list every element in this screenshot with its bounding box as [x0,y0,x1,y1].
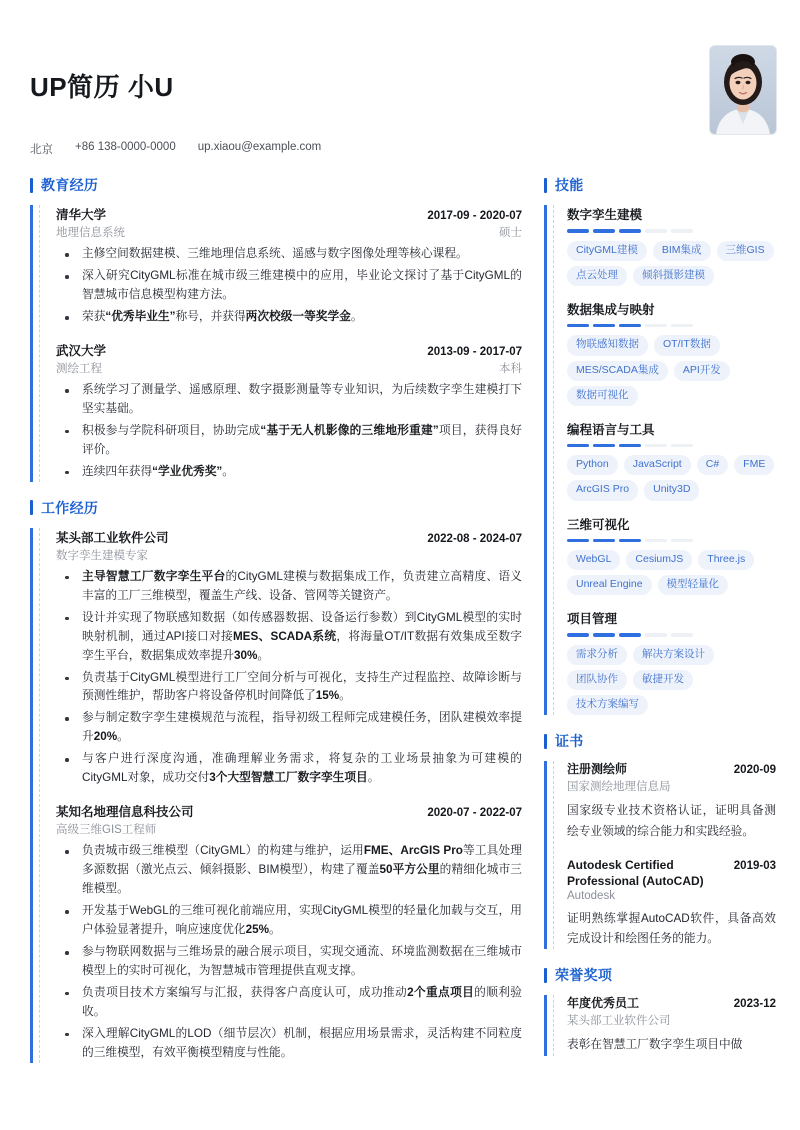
certificate-list [553,761,776,949]
skill-level-segment [593,324,615,328]
bullet-text: 的CityGML建模与数据集成工作，负责建立高精度、语义丰富的工厂三维模型，覆盖生产线、设备、管网等关键资产。 [82,569,522,602]
section-certificates [544,731,776,949]
skill-level-segment [567,444,589,448]
bullet-emphasis: 50平方公里 [379,863,440,877]
bullet-item [56,568,522,606]
section-accent-bar [544,968,547,983]
cert-issuer: 国家测绘地理信息局 [567,781,671,794]
bullet-list [56,245,522,327]
section-header [30,175,522,195]
entry-role: 测绘工程 [56,363,102,375]
entry-date: 2013-09 - 2017-07 [427,346,522,358]
skill-tag[interactable]: 数据可视化 [567,386,638,406]
section-header [544,175,776,195]
bullet-text: 。 [339,689,351,703]
section-body [544,205,776,715]
skill-tag-list [567,241,776,286]
bullet-emphasis: MES、SCADA系统 [232,629,337,643]
skill-tag[interactable]: 点云处理 [567,266,627,286]
section-header [30,498,522,518]
bullet-item [56,245,522,264]
skill-tag-list [567,335,776,405]
skill-tag[interactable]: 物联感知数据 [567,335,648,355]
skill-tag[interactable]: Python [567,455,618,475]
section-entries [39,528,522,1063]
cert-name: 注册测绘师 [567,762,628,777]
skill-tag[interactable]: C# [697,455,728,475]
entry [56,341,522,482]
section-title-awards: 荣誉奖项 [555,967,613,984]
entry [56,205,522,327]
entry-organization: 武汉大学 [56,344,107,358]
skill-level-segment [593,633,615,637]
header-left [30,44,321,157]
resume-body [0,157,800,1079]
skill-tag-list [567,550,776,595]
skill-level-segment [671,229,693,233]
bullet-text: 。 [117,730,129,744]
skill-level-segment [619,444,641,448]
section-accent-bar [544,178,547,193]
bullet-text: 的顺利验收。 [82,985,522,1018]
skill-level-meter [567,539,776,543]
bullet-text: ，将海量OT/IT数据有效集成至数字孪生平台，数据集成效率提升 [82,629,522,662]
skill-level-meter [567,324,776,328]
entry-role: 地理信息系统 [56,227,125,240]
bullet-item [56,381,522,419]
skill-tag[interactable]: CesiumJS [626,550,692,570]
cert-date: 2023-12 [733,998,776,1011]
bullet-item [56,669,522,707]
cert-date: 2019-03 [733,859,776,872]
bullet-item [56,750,522,788]
section-accent-bar [544,734,547,749]
bullet-text: 负责城市级三维模型（CityGML）的构建与维护，运用 [82,844,364,858]
bullet-text: 与客户进行深度沟通，准确理解业务需求，将复杂的工业场景抽象为可建模的CityGML对象，成功交付 [82,752,522,785]
section-education [30,175,522,482]
skill-level-segment [645,444,667,448]
bullet-text: 积极参与学院科研项目，协助完成 [82,423,261,437]
skill-level-segment [593,229,615,233]
cert-issuer: Autodesk [567,890,615,902]
bullet-text: 。 [222,464,234,478]
skill-tag[interactable]: BIM集成 [653,241,711,261]
bullet-item [56,842,522,899]
section-awards [544,965,776,1055]
entry-line-secondary [56,224,522,240]
bullet-text: 的精细化城市三维模型。 [82,863,522,896]
bullet-text: 。 [350,310,363,324]
skill-tag[interactable]: JavaScript [624,455,691,475]
cert-issuer: 某头部工业软件公司 [567,1015,671,1028]
skill-group [567,609,776,715]
bullet-emphasis: 20% [93,730,118,744]
contact-row [30,141,321,157]
skill-tag[interactable]: WebGL [567,550,620,570]
bullet-item [56,1025,522,1063]
section-accent-bar [30,178,33,193]
bullet-text: 称号，并获得 [175,310,246,324]
skill-level-segment [619,229,641,233]
bullet-emphasis: 智慧工厂数字孪生平台 [105,569,226,583]
cert-description: 表彰在智慧工厂数字孪生项目中做 [567,1038,743,1052]
bullet-text: 参与物联网数据与三维场景的融合展示项目，实现交通流、环境监测数据在三维城市模型上的实时可视化，为智慧城市管理提供直观支撑。 [82,945,522,977]
entry-line-primary [56,341,522,359]
skill-level-segment [671,324,693,328]
section-skills [544,175,776,715]
bullet-item [56,609,522,666]
skill-level-segment [671,539,693,543]
left-column [30,175,522,1079]
skill-group [567,515,776,596]
entry-organization: 某知名地理信息科技公司 [56,805,194,820]
skill-tag[interactable]: 敏捷开发 [633,670,693,690]
bullet-emphasis: “基于无人机影像的三维地形重建” [260,423,439,437]
bullet-emphasis: 两次校级一等奖学金 [245,310,351,324]
skill-tag[interactable]: 团队协作 [567,670,627,690]
bullet-emphasis: 3个大型智慧工厂数字孪生项目 [209,771,368,785]
bullet-emphasis: 30% [233,648,258,662]
skill-level-segment [593,444,615,448]
bullet-emphasis: “优秀毕业生” [105,310,176,324]
cert-line-primary [567,857,776,889]
skill-tag-list [567,645,776,715]
skill-tag[interactable]: API开发 [674,361,730,381]
skill-group [567,205,776,286]
skill-level-segment [619,633,641,637]
entry-date: 2017-09 - 2020-07 [427,210,522,223]
award-list [553,995,776,1055]
entry-line-secondary [56,821,522,837]
skill-level-meter [567,229,776,233]
skill-level-segment [567,633,589,637]
skill-level-segment [619,324,641,328]
section-title: 工作经历 [41,499,99,516]
bullet-text: 设计并实现了物联感知数据（如传感器数据、设备运行参数）到CityGML模型的实时映射机制，通过API接口对接 [82,610,522,643]
skill-level-segment [645,539,667,543]
entry-degree: 本科 [499,363,522,375]
entry-line-secondary [56,360,522,376]
entry-organization: 清华大学 [56,208,107,223]
bullet-text: 负责基于CityGML模型进行工厂空间分析与可视化，支持生产过程监控、故障诊断与预测性维护，帮助客户将设备停机时间降低了 [82,670,522,703]
certificate-item [567,761,776,841]
avatar-photo-icon [710,46,776,134]
section-title-skills: 技能 [555,177,584,194]
bullet-list [56,381,522,482]
skill-level-segment [645,324,667,328]
skill-tag[interactable]: OT/IT数据 [654,335,720,355]
certificate-item [567,857,776,950]
bullet-list [56,842,522,1062]
bullet-text: 负责项目技术方案编写与汇报，获得客户高度认可，成功推动 [82,985,408,999]
entry [56,528,522,788]
bullet-item [56,984,522,1022]
bullet-emphasis: FME、ArcGIS Pro [363,844,463,858]
cert-name: 年度优秀员工 [567,996,640,1011]
bullet-item [56,943,522,981]
skill-level-segment [567,324,589,328]
bullet-list [56,568,522,788]
skill-level-segment [567,539,589,543]
skill-group-name: 三维可视化 [567,517,630,532]
skill-level-meter [567,633,776,637]
entry-organization: 某头部工业软件公司 [56,530,169,545]
bullet-text: 等工具处理多源数据（激光点云、倾斜摄影、BIM模型），构建了覆盖 [82,844,522,877]
section-accent-bar [30,500,33,515]
bullet-text: 连续四年获得 [82,464,153,478]
skill-tag[interactable]: CityGML建模 [567,241,647,261]
skill-tag[interactable]: ArcGIS Pro [567,480,638,500]
skill-tag[interactable]: Unity3D [644,480,699,500]
skill-group-name: 项目管理 [567,612,618,627]
skill-level-segment [619,539,641,543]
skill-group [567,420,776,501]
section-header [544,965,776,985]
bullet-text: 荣获 [82,310,106,324]
section-body [544,761,776,949]
entry-line-primary [56,802,522,820]
bullet-text: 。 [257,648,270,662]
entry-degree: 硕士 [499,227,522,240]
entry-line-primary [56,205,522,223]
skill-level-segment [671,444,693,448]
entry-role: 高级三维GIS工程师 [56,824,157,837]
section-entries [39,205,522,482]
skill-tag[interactable]: FME [734,455,774,475]
bullet-text: 系统学习了测量学、遥感原理、数字摄影测量等专业知识，为后续数字孪生建模打下坚实基础。 [82,383,522,415]
bullet-text: 参与制定数字孪生建模规范与流程，指导初级工程师完成建模任务，团队建模效率提升 [82,711,522,744]
skill-level-segment [567,229,589,233]
skill-level-segment [645,229,667,233]
bullet-emphasis: 主导 [82,569,106,583]
avatar [710,46,776,134]
skill-groups-container [553,205,776,715]
page-title: UP简历 小U [30,72,174,102]
left-sections-container [30,175,522,1063]
contact-phone: +86 138-0000-0000 [75,141,176,154]
skill-level-meter [567,444,776,448]
bullet-text: 。 [269,923,281,937]
cert-name: Autodesk Certified Professional (AutoCAD) [567,857,704,888]
entry-role: 数字孪生建模专家 [56,549,148,562]
bullet-item [56,267,522,305]
entry [56,802,522,1062]
bullet-text: 项目，获得良好评价。 [82,423,522,456]
section-body [30,528,522,1063]
skill-tag[interactable]: Three.js [698,550,754,570]
skill-level-segment [593,539,615,543]
skill-group [567,300,776,406]
skill-group-name: 数字孪生建模 [567,208,643,223]
entry-date: 2022-08 - 2024-07 [427,532,522,545]
bullet-text: 主修空间数据建模、三维地理信息系统、遥感与数字图像处理等核心课程。 [82,247,468,261]
skill-tag[interactable]: MES/SCADA集成 [567,361,668,381]
contact-location: 北京 [30,144,53,157]
bullet-item [56,902,522,940]
section-work-experience [30,498,522,1063]
skill-group-name: 编程语言与工具 [567,422,655,437]
bullet-text: 开发基于WebGL的三维可视化前端应用，实现CityGML模型的轻量化加载与交互，用户体验显著提升，响应速度优化 [82,904,522,937]
skill-tag[interactable]: 三维GIS [717,241,774,261]
skill-tag[interactable]: 需求分析 [567,645,627,665]
skill-tag[interactable]: 解决方案设计 [633,645,714,665]
bullet-text: 。 [367,771,380,785]
bullet-emphasis: “学业优秀奖” [152,464,223,478]
contact-email: up.xiaou@example.com [197,141,322,154]
bullet-item [56,422,522,460]
skill-tag[interactable]: Unreal Engine [567,575,652,595]
skill-tag-list [567,455,776,500]
cert-date: 2020-09 [733,764,776,777]
bullet-emphasis: 15% [315,689,340,703]
bullet-item [56,709,522,747]
right-column [544,175,776,1071]
skill-tag[interactable]: 技术方案编写 [567,695,648,715]
cert-line-primary [567,995,776,1011]
bullet-emphasis: 2个重点项目 [407,985,475,999]
entry-line-primary [56,528,522,546]
cert-description: 证明熟练掌握AutoCAD软件，具备高效完成设计和绘图任务的能力。 [567,912,776,946]
section-title: 教育经历 [41,177,99,194]
skill-level-segment [671,633,693,637]
bullet-item [56,308,522,327]
bullet-text: 深入研究CityGML标准在城市级三维建模中的应用，毕业论文探讨了基于CityGML的智慧城市信息模型构建方法。 [82,269,522,302]
bullet-emphasis: 25% [245,923,270,937]
section-title-certificates: 证书 [555,733,584,750]
skill-level-segment [645,633,667,637]
skill-tag[interactable]: 模型轻量化 [658,575,729,595]
bullet-item [56,463,522,482]
award-item [567,995,776,1055]
skill-group-name: 数据集成与映射 [567,302,655,317]
section-body [30,205,522,482]
bullet-text: 深入理解CityGML的LOD（细节层次）机制，根据应用场景需求，灵活构建不同粒度的三维模型，有效平衡模型精度与性能。 [82,1026,522,1059]
resume-header [0,0,800,157]
cert-line-primary [567,761,776,777]
entry-date: 2020-07 - 2022-07 [427,807,522,820]
skill-tag[interactable]: 倾斜摄影建模 [633,266,714,286]
cert-description: 国家级专业技术资格认证，证明具备测绘专业领域的综合能力和实践经验。 [567,804,776,838]
section-body [544,995,776,1055]
entry-line-secondary [56,547,522,563]
section-header [544,731,776,751]
